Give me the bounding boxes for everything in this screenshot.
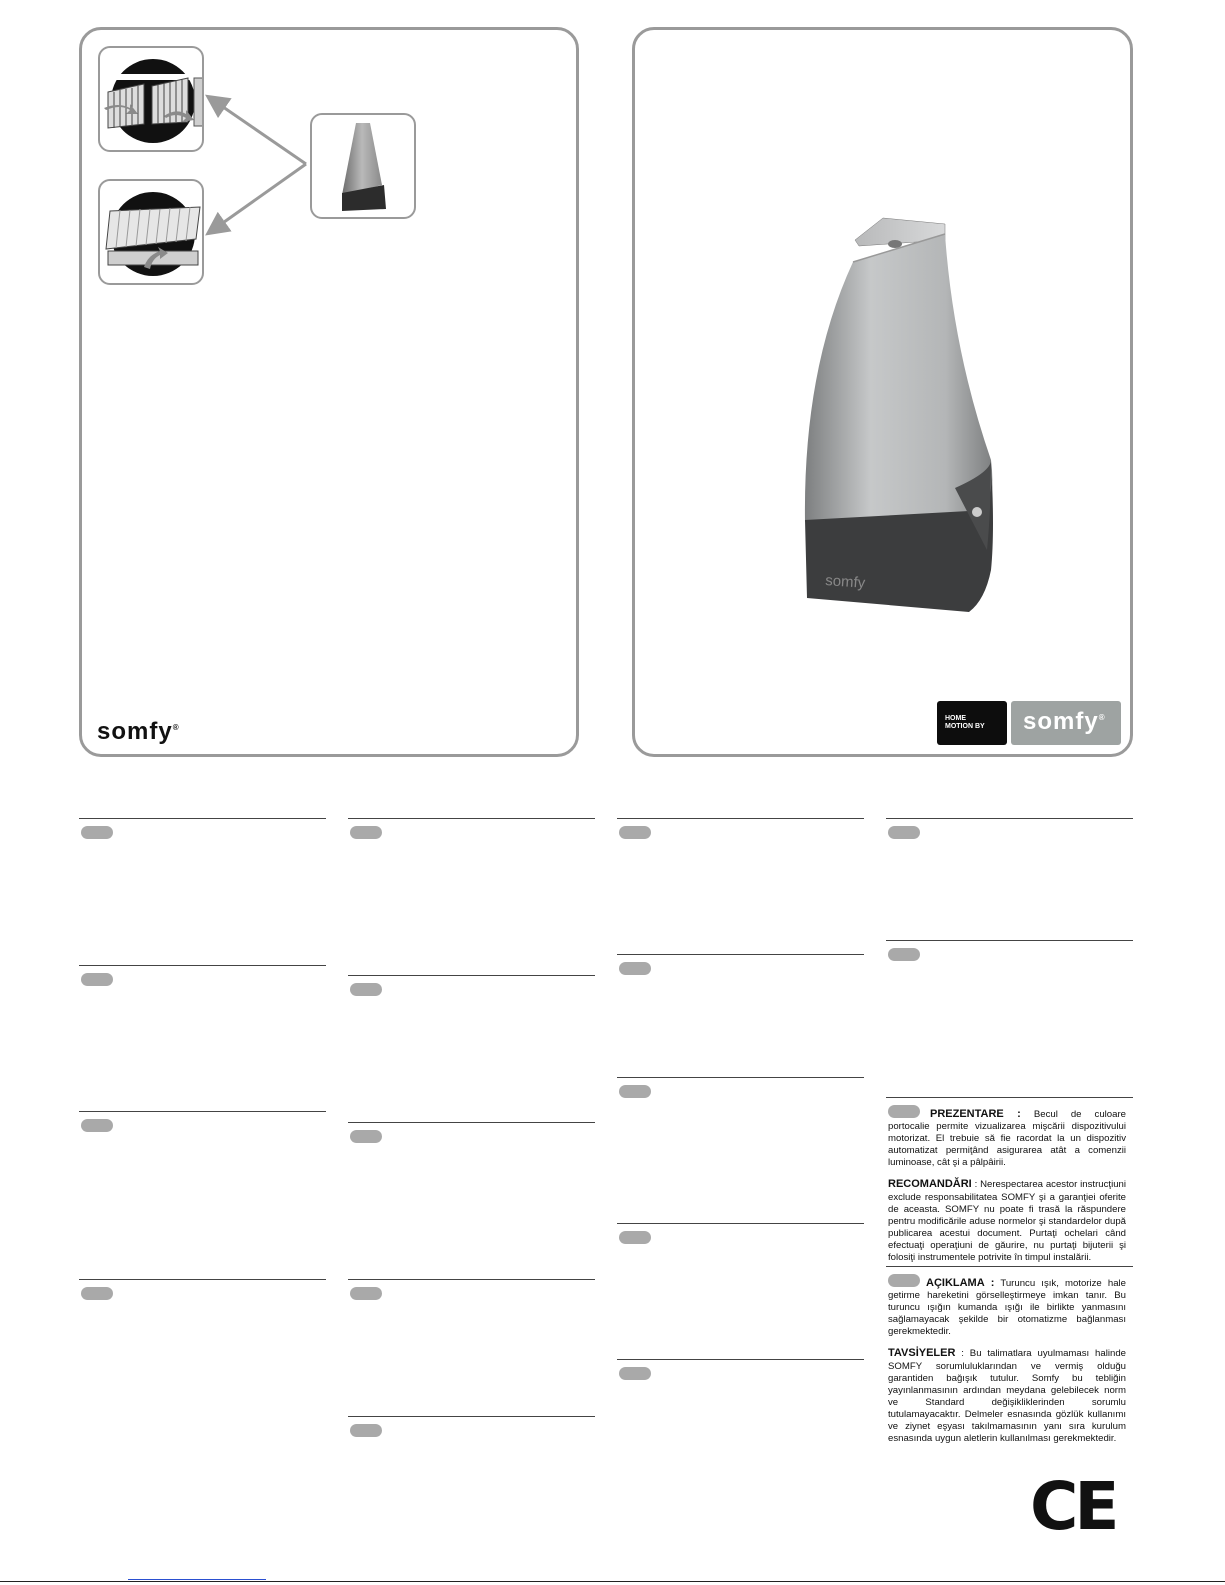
lang-section xyxy=(348,975,595,976)
lang-section xyxy=(617,818,864,819)
lang-pill xyxy=(350,983,382,996)
lang-pill xyxy=(619,962,651,975)
lang-section-tr xyxy=(886,1266,1133,1267)
lang-section xyxy=(79,1111,326,1112)
lang-section xyxy=(617,1359,864,1360)
tr-description xyxy=(888,1277,1126,1338)
somfy-logo-badge xyxy=(1011,701,1121,745)
somfy-logo-left xyxy=(97,718,180,746)
registered-mark-right: ® xyxy=(1098,713,1106,722)
lang-pill xyxy=(81,1287,113,1300)
tr-body-description: Turuncu ışık, motorize hale getirme hareketini görselleştirmeye imkan tanır. Bu turuncu ışığın kumanda ışığı ile birlikte yanmasını sağlamayacak şekilde bir otomatizme bağlanması gerekmektedir. xyxy=(888,1278,1126,1338)
lang-section xyxy=(79,1279,326,1280)
lang-pill xyxy=(888,948,920,961)
somfy-wordmark: somfy xyxy=(97,718,173,745)
lang-pill xyxy=(619,1231,651,1244)
ro-text-block xyxy=(888,1108,1126,1264)
lang-pill xyxy=(350,1287,382,1300)
ro-heading-presentation: PREZENTARE : xyxy=(930,1108,1021,1120)
right-panel xyxy=(632,27,1133,757)
lamp-thumbnail xyxy=(310,113,416,219)
lang-pill xyxy=(350,1130,382,1143)
lang-section xyxy=(79,965,326,966)
registered-mark: ® xyxy=(172,723,180,732)
lang-pill xyxy=(888,826,920,839)
tr-recommendations xyxy=(888,1347,1126,1445)
lang-section xyxy=(886,818,1133,819)
lang-section xyxy=(348,1279,595,1280)
lang-pill xyxy=(81,1119,113,1132)
ro-recommendations xyxy=(888,1178,1126,1264)
ce-mark: CE xyxy=(1030,1468,1116,1545)
tr-heading-recommendations: TAVSİYELER xyxy=(888,1347,956,1360)
tr-heading-description: AÇIKLAMA : xyxy=(926,1277,995,1289)
swing-gate-icon xyxy=(100,48,204,152)
bottom-link-line xyxy=(128,1579,266,1580)
lang-pill xyxy=(350,826,382,839)
home-motion-line1: HOME xyxy=(945,715,966,722)
ro-body-presentation: Becul de culoare portocalie permite vizualizarea mişcării dispozitivului motorizat. El trebuie să fie racordat la un dispozitiv automatizat permiţând asigurarea atât a comenzii luminoase, cât şi a pâlpâirii. xyxy=(888,1109,1126,1169)
home-motion-line2: MOTION BY xyxy=(945,723,985,730)
garage-door-thumbnail xyxy=(98,179,204,285)
ro-presentation xyxy=(888,1108,1126,1169)
lang-section xyxy=(886,940,1133,941)
lang-section xyxy=(348,1122,595,1123)
product-somfy-label: somfy xyxy=(824,572,866,592)
home-motion-badge xyxy=(937,701,1007,745)
bottom-rule xyxy=(0,1581,1225,1582)
connector-arrows xyxy=(202,90,312,240)
lang-section xyxy=(617,1077,864,1078)
warning-lamp-product-image xyxy=(795,210,1005,630)
lang-pill xyxy=(619,826,651,839)
warning-lamp-icon xyxy=(312,115,416,219)
swing-gate-thumbnail xyxy=(98,46,204,152)
somfy-wordmark-right: somfy xyxy=(1023,708,1099,735)
lang-section xyxy=(348,1416,595,1417)
lang-section xyxy=(617,954,864,955)
somfy-logo-right xyxy=(1023,708,1106,736)
lang-pill xyxy=(350,1424,382,1437)
lang-section-ro xyxy=(886,1097,1133,1098)
lang-pill xyxy=(81,826,113,839)
tr-text-block xyxy=(888,1277,1126,1445)
lang-section xyxy=(617,1223,864,1224)
ro-heading-recommendations: RECOMANDĂRI xyxy=(888,1178,972,1191)
garage-door-icon xyxy=(100,181,204,285)
lang-pill xyxy=(619,1367,651,1380)
ro-body-recommendations: : Nerespectarea acestor instrucţiuni exclude responsabilitatea SOMFY şi a garanţiei oferite de aceasta. SOMFY nu poate fi trasă la răspundere pentru modificările aduse normelor şi standardelor după publicarea acestui document. Purtaţi ochelari când efectuaţi operaţiuni de găurire, nu purtaţi bijuterii şi folosiţi instrumentele potrivite în timpul instalării. xyxy=(888,1179,1126,1264)
tr-body-recommendations: : Bu talimatlara uyulmaması halinde SOMFY sorumluluklarından ve vermiş olduğu garantiden bağışık tutulur. Somfy bu tebliğin yayınlanmasının ardından meydana gelebilecek norm ve Standard değişikliklerinden sorumlu tutulamayacaktır. Delmeler esnasında gözlük kullanımı ve ziynet eşyası takılmamasının yanı sıra kurulum esnasında uygun aletlerin kullanılması gerekmektedir. xyxy=(888,1348,1126,1445)
lang-pill xyxy=(619,1085,651,1098)
lang-section xyxy=(79,818,326,819)
lang-section xyxy=(348,818,595,819)
left-panel xyxy=(79,27,579,757)
lang-pill xyxy=(81,973,113,986)
